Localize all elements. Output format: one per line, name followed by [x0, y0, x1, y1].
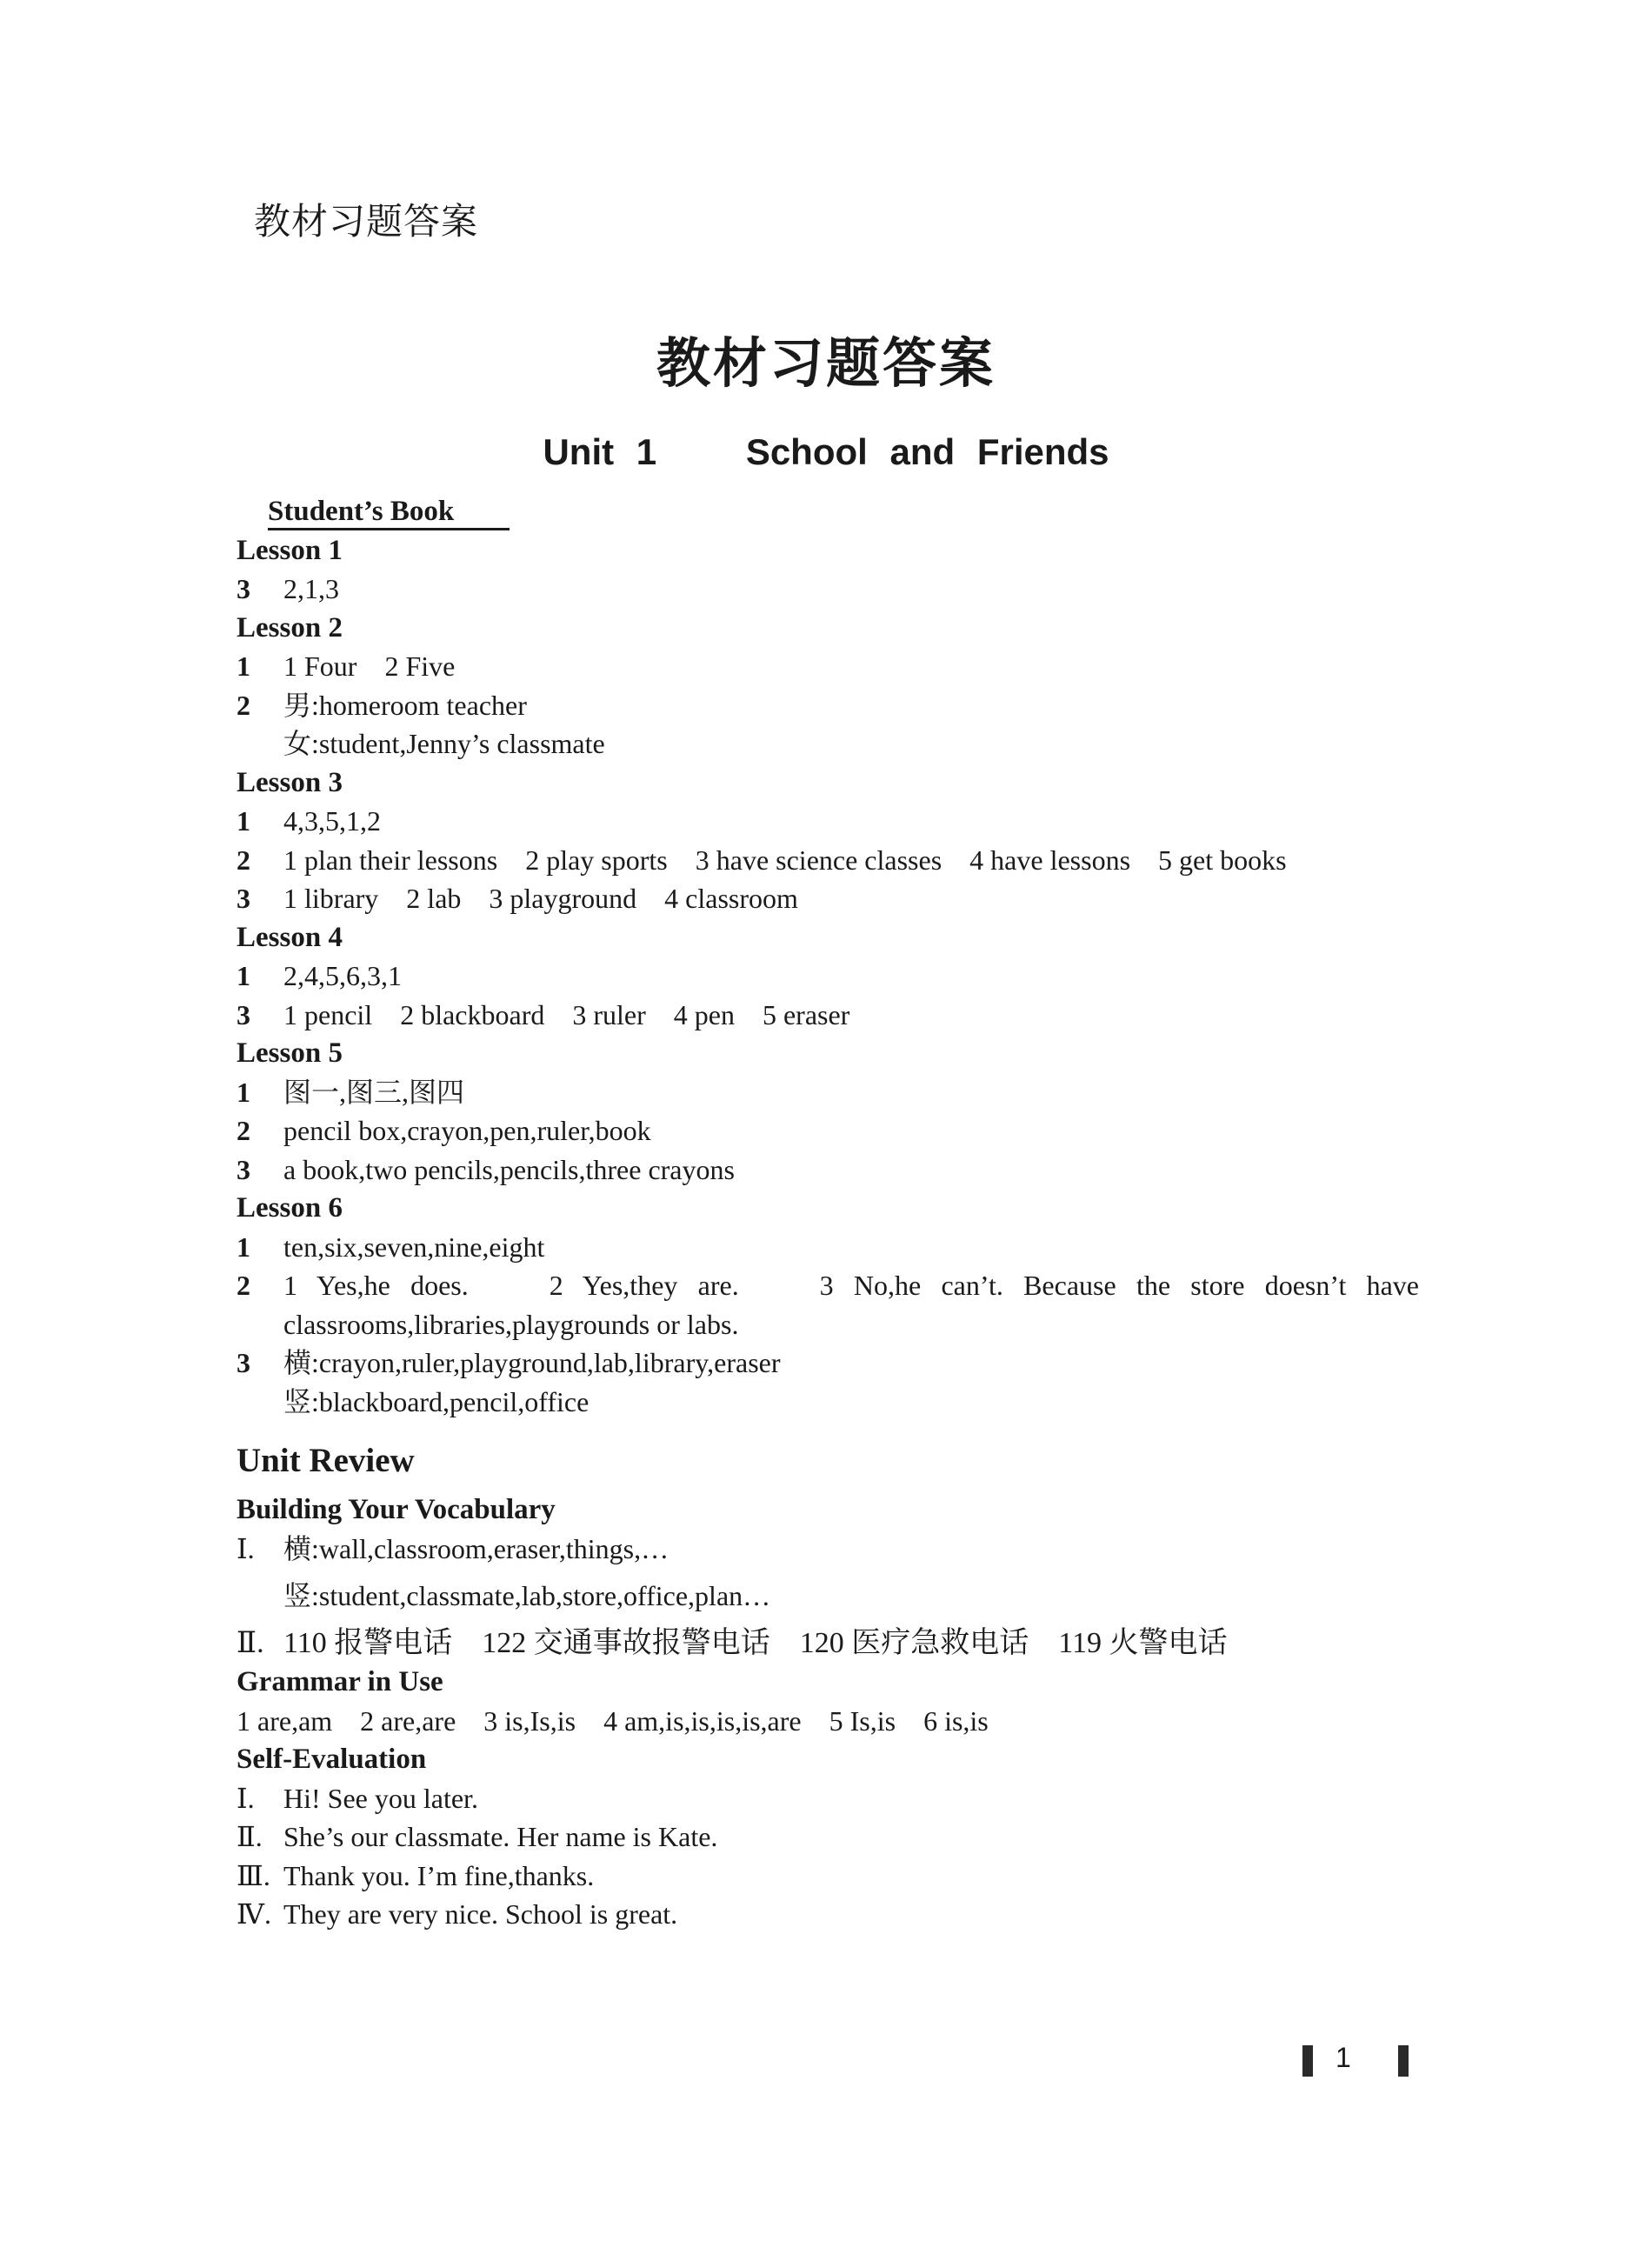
- lesson-heading: Lesson 6: [236, 1192, 343, 1224]
- answer-item: [236, 1111, 1419, 1150]
- item-text: 竖:blackboard,pencil,office: [283, 1385, 590, 1417]
- item-text: 1 pencil 2 blackboard 3 ruler 4 pen 5 eraser: [283, 998, 850, 1030]
- item-number: 3: [236, 1153, 250, 1185]
- item-number: 1: [236, 805, 250, 837]
- item-text: 2,4,5,6,3,1: [283, 960, 402, 991]
- item-number: 1: [236, 1076, 250, 1108]
- item-text: 1 Yes,he does. 2 Yes,they are. 3 No,he can’t. Because the store doesn’t have classrooms,libraries,playgrounds or labs.: [283, 1270, 1426, 1340]
- item-text: Thank you. I’m fine,thanks.: [283, 1859, 595, 1891]
- book-label-line: [236, 492, 1419, 531]
- self-eval-item: [236, 1817, 1419, 1857]
- item-number: 2: [236, 689, 250, 721]
- item-number: 1: [236, 650, 250, 682]
- item-text: 2,1,3: [283, 573, 339, 604]
- item-text: a book,two pencils,pencils,three crayons: [283, 1153, 735, 1185]
- answer-item: [236, 1073, 1419, 1112]
- item-number: 1: [236, 1230, 250, 1263]
- self-eval-heading: Self-Evaluation: [236, 1744, 427, 1775]
- answer-item: [236, 570, 1419, 609]
- item-text: 横:crayon,ruler,playground,lab,library,eraser: [283, 1347, 781, 1378]
- lesson-heading: Lesson 5: [236, 1037, 343, 1069]
- item-text: 1 library 2 lab 3 playground 4 classroom: [283, 883, 798, 914]
- item-text: 横:wall,classroom,eraser,things,…: [283, 1532, 669, 1564]
- book-label: Student’s Book: [268, 492, 510, 530]
- self-eval-item: [236, 1895, 1419, 1934]
- lesson-heading: Lesson 3: [236, 766, 343, 798]
- roman-label: Ⅰ.: [236, 1782, 255, 1814]
- roman-label: Ⅰ.: [236, 1532, 255, 1564]
- item-number: 3: [236, 998, 250, 1030]
- answer-item-continuation: [236, 1383, 1419, 1422]
- item-number: 3: [236, 1347, 250, 1378]
- answer-item: [236, 647, 1419, 686]
- answer-item: [236, 1150, 1419, 1190]
- item-number: 2: [236, 1115, 250, 1146]
- page-footer: [1302, 2042, 1409, 2077]
- footer-bar-left: [1302, 2045, 1313, 2077]
- self-eval-item: [236, 1857, 1419, 1896]
- answer-item: [236, 802, 1419, 841]
- item-text: They are very nice. School is great.: [283, 1898, 678, 1930]
- answer-item: [236, 1344, 1419, 1383]
- lesson-heading: Lesson 4: [236, 921, 343, 953]
- item-text: 110 报警电话 122 交通事故报警电话 120 医疗急救电话 119 火警电话: [283, 1626, 1228, 1659]
- answer-item: [236, 1266, 1426, 1344]
- item-text: ten,six,seven,nine,eight: [283, 1230, 545, 1263]
- vocab-item: [236, 1624, 1419, 1664]
- roman-label: Ⅱ.: [236, 1626, 264, 1659]
- lesson-heading: Lesson 2: [236, 611, 343, 644]
- running-header: 教材习题答案: [254, 200, 479, 243]
- roman-label: Ⅲ.: [236, 1859, 270, 1891]
- item-text: She’s our classmate. Her name is Kate.: [283, 1821, 718, 1852]
- vocab-item-continuation: [236, 1577, 1419, 1616]
- answer-content: [236, 492, 1426, 1934]
- self-eval-item: [236, 1779, 1419, 1818]
- item-number: 2: [236, 1270, 250, 1301]
- lesson-heading: Lesson 1: [236, 534, 343, 566]
- item-number: 2: [236, 844, 250, 876]
- vocab-item: [236, 1530, 1419, 1569]
- footer-bar-right: [1398, 2045, 1409, 2077]
- item-number: 3: [236, 573, 250, 604]
- answer-item: [236, 879, 1419, 918]
- item-text: 4,3,5,1,2: [283, 805, 381, 837]
- answer-item: [236, 686, 1419, 725]
- item-number: 1: [236, 960, 250, 991]
- item-text: pencil box,crayon,pen,ruler,book: [283, 1115, 651, 1146]
- grammar-heading: Grammar in Use: [236, 1666, 443, 1697]
- item-text: Hi! See you later.: [283, 1782, 478, 1814]
- answer-item-continuation: [236, 724, 1419, 764]
- page-title: 教材习题答案: [656, 331, 996, 395]
- item-text: 女:student,Jenny’s classmate: [283, 728, 605, 759]
- answer-item: [236, 957, 1419, 996]
- item-number: 3: [236, 883, 250, 914]
- item-text: 1 Four 2 Five: [283, 650, 456, 682]
- answer-item: [236, 1228, 1419, 1267]
- answer-item: [236, 841, 1419, 880]
- item-text: 1 plan their lessons 2 play sports 3 have science classes 4 have lessons 5 get books: [283, 844, 1287, 876]
- roman-label: Ⅳ.: [236, 1898, 271, 1930]
- page-number: 1: [1336, 2042, 1351, 2073]
- item-text: 图一,图三,图四: [283, 1076, 465, 1108]
- unit-title: Unit 1 School and Friends: [543, 431, 1109, 472]
- vocab-heading: Building Your Vocabulary: [236, 1494, 556, 1525]
- unit-review-heading: Unit Review: [236, 1442, 415, 1479]
- item-text: 竖:student,classmate,lab,store,office,plan…: [283, 1580, 771, 1611]
- answer-item: [236, 996, 1419, 1035]
- item-text: 男:homeroom teacher: [283, 689, 527, 721]
- grammar-answers: 1 are,am 2 are,are 3 is,Is,is 4 am,is,is,is,is,are 5 Is,is 6 is,is: [236, 1704, 989, 1737]
- roman-label: Ⅱ.: [236, 1821, 263, 1852]
